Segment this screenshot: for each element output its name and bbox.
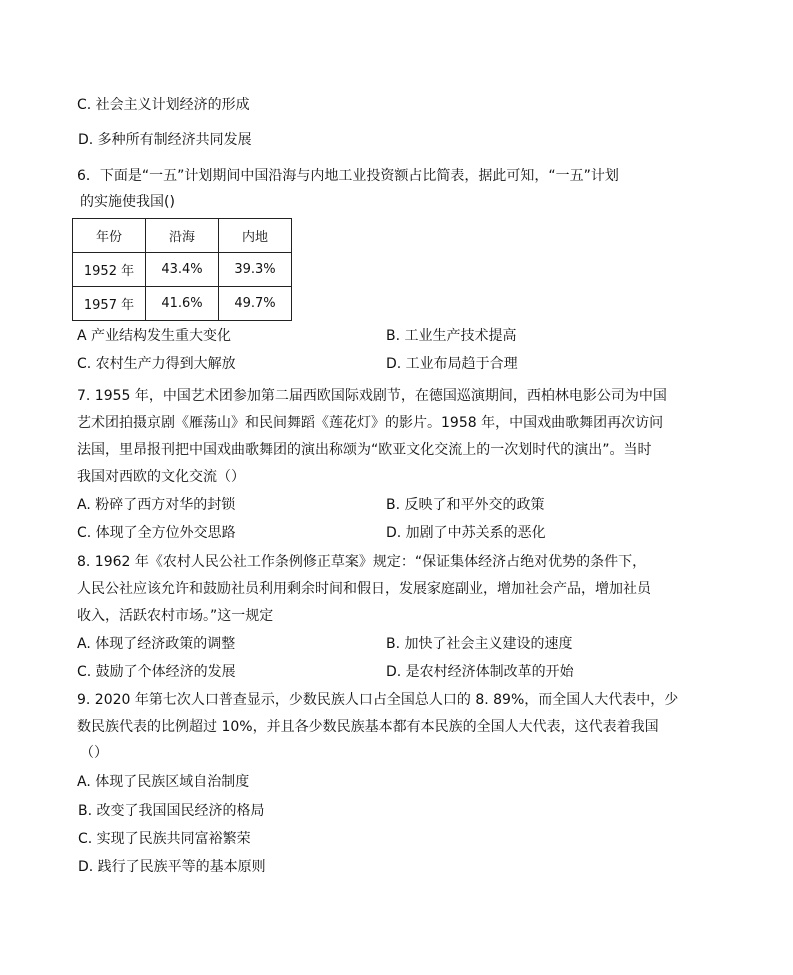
table-header-cell: 沿海: [146, 219, 219, 253]
q6-stem-line2: 的实施使我国(): [80, 194, 175, 210]
q5-option-d: D. 多种所有制经济共同发展: [78, 132, 252, 148]
table-cell: 1952 年: [73, 253, 146, 287]
q8-option-d: D. 是农村经济体制改革的开始: [386, 664, 574, 680]
q7-stem-line4: 我国对西欧的文化交流（）: [77, 469, 245, 485]
q5-option-c: C. 社会主义计划经济的形成: [77, 97, 250, 113]
q7-option-b: B. 反映了和平外交的政策: [386, 497, 545, 513]
table-header-row: [73, 219, 292, 253]
table-cell: 39.3%: [219, 253, 292, 287]
q6-option-c: C. 农村生产力得到大解放: [77, 356, 236, 372]
table-cell: 1957 年: [73, 287, 146, 321]
q9-option-a: A. 体现了民族区域自治制度: [77, 774, 250, 790]
q6-stem-line1: 6．下面是“一五”计划期间中国沿海与内地工业投资额占比简表，据此可知，“一五”计划: [77, 168, 619, 184]
q8-stem-line2: 人民公社应该允许和鼓励社员利用剩余时间和假日，发展家庭副业，增加社会产品，增加社员: [77, 581, 651, 597]
q6-option-a: A 产业结构发生重大变化: [77, 328, 232, 344]
q8-stem-line3: 收入，活跃农村市场。”这一规定: [77, 608, 274, 624]
q8-stem-line1: 8. 1962 年《农村人民公社工作条例修正草案》规定：“保证集体经济占绝对优势的条件下，: [77, 554, 647, 570]
table-row: [73, 253, 292, 287]
q9-option-d: D. 践行了民族平等的基本原则: [78, 859, 266, 875]
q9-option-c: C. 实现了民族共同富裕繁荣: [78, 831, 251, 847]
table-header-cell: 内地: [219, 219, 292, 253]
q7-stem-line2: 艺术团拍摄京剧《雁荡山》和民间舞蹈《莲花灯》的影片。1958 年，中国戏曲歌舞团再次访问: [77, 415, 664, 431]
q8-option-a: A. 体现了经济政策的调整: [77, 636, 236, 652]
q9-option-b: B. 改变了我国国民经济的格局: [78, 803, 265, 819]
table-header-cell: 年份: [73, 219, 146, 253]
table-cell: 41.6%: [146, 287, 219, 321]
q9-stem-line2: 数民族代表的比例超过 10%，并且各少数民族基本都有本民族的全国人大代表，这代表着我国: [77, 719, 659, 735]
table-row: [73, 287, 292, 321]
q7-option-c: C. 体现了全方位外交思路: [77, 525, 236, 541]
q9-stem-line1: 9. 2020 年第七次人口普查显示，少数民族人口占全国总人口的 8. 89%，而全国人大代表中，少: [77, 692, 679, 708]
q8-option-c: C. 鼓励了个体经济的发展: [77, 664, 236, 680]
q7-stem-line1: 7. 1955 年，中国艺术团参加第二届西欧国际戏剧节，在德国巡演期间，西柏林电影公司为中国: [77, 388, 667, 404]
table-cell: 49.7%: [219, 287, 292, 321]
table-cell: 43.4%: [146, 253, 219, 287]
q7-option-d: D. 加剧了中苏关系的恶化: [386, 525, 546, 541]
q7-option-a: A. 粉碎了西方对华的封锁: [77, 497, 236, 513]
q6-option-d: D. 工业布局趋于合理: [386, 356, 518, 372]
q8-option-b: B. 加快了社会主义建设的速度: [386, 636, 573, 652]
q9-stem-line3: （）: [80, 745, 108, 761]
q6-investment-table: [72, 218, 292, 321]
q6-option-b: B. 工业生产技术提高: [386, 328, 517, 344]
q7-stem-line3: 法国，里昂报刊把中国戏曲歌舞团的演出称颂为“欧亚文化交流上的一次划时代的演出”。当时: [77, 442, 652, 458]
